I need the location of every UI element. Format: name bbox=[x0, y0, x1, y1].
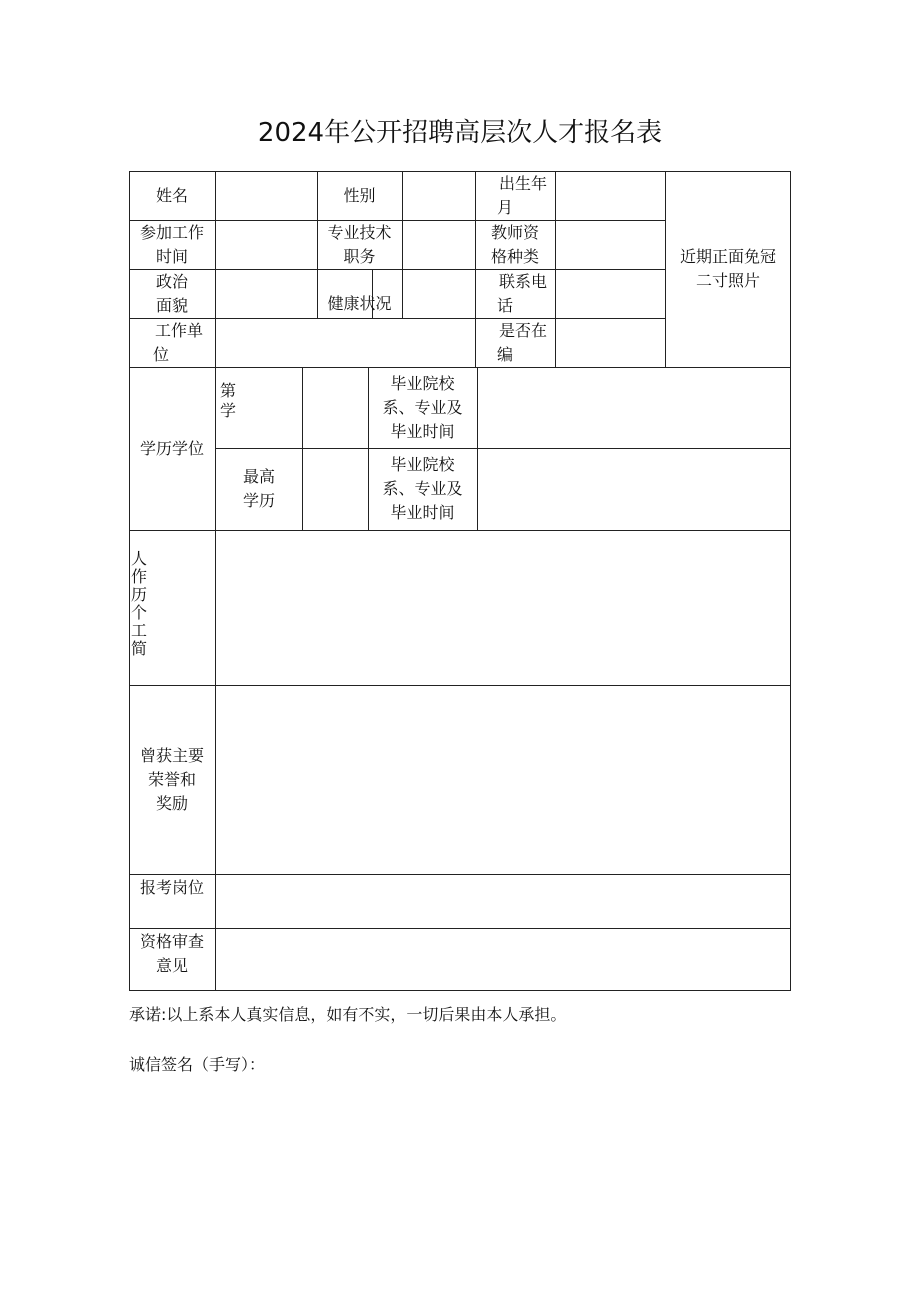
signature-label[interactable]: 诚信签名（手写）： bbox=[129, 1055, 266, 1074]
gender-label: 性别 bbox=[343, 185, 376, 205]
highest-degree-school-label bbox=[368, 448, 477, 530]
work-start-label bbox=[129, 220, 215, 269]
school-label-line3: 毕业时间 bbox=[390, 503, 455, 522]
tech-title-field[interactable] bbox=[403, 220, 475, 269]
highest-degree-label bbox=[216, 448, 302, 530]
resume-label-char: 历 bbox=[131, 585, 148, 604]
employer-field[interactable] bbox=[216, 318, 475, 367]
resume-label-char: 工 bbox=[131, 621, 148, 640]
school-label-line2: 系、专业及 bbox=[382, 397, 463, 417]
honors-field[interactable] bbox=[216, 685, 790, 874]
education-label: 学历学位 bbox=[139, 438, 204, 458]
teacher-cert-label-line2: 格种类 bbox=[490, 246, 539, 266]
first-degree-field[interactable] bbox=[303, 367, 368, 448]
review-label-line1: 资格审查 bbox=[139, 932, 204, 951]
resume-label-char: 作 bbox=[131, 567, 148, 586]
first-degree-school-label bbox=[368, 367, 477, 448]
photo-placeholder[interactable] bbox=[666, 171, 790, 367]
school-label-line1: 毕业院校 bbox=[390, 373, 455, 393]
honors-label-line1: 曾获主要 bbox=[139, 745, 204, 765]
page-title: 2024年公开招聘高层次人才报名表 bbox=[257, 118, 663, 148]
resume-label-char: 个 bbox=[131, 603, 148, 622]
first-degree-school-field[interactable] bbox=[478, 367, 790, 448]
work-start-label-line2: 时间 bbox=[155, 246, 188, 266]
first-degree-label-line1: 第 bbox=[220, 381, 237, 400]
tech-title-label-line2: 职务 bbox=[343, 246, 376, 266]
position-label: 报考岗位 bbox=[139, 878, 204, 897]
political-label bbox=[129, 269, 215, 318]
on-staff-label bbox=[475, 318, 555, 367]
school-label-line2: 系、专业及 bbox=[382, 479, 463, 498]
resume-label bbox=[129, 530, 215, 685]
health-label: 健康状况 bbox=[327, 294, 392, 313]
school-label-line3: 毕业时间 bbox=[390, 421, 455, 441]
birth-field[interactable] bbox=[556, 171, 665, 220]
review-label bbox=[129, 928, 215, 990]
resume-label-char: 人 bbox=[131, 549, 148, 568]
highest-degree-field[interactable] bbox=[303, 448, 368, 530]
phone-label-line1: 联系电 bbox=[498, 271, 547, 291]
phone-label bbox=[475, 269, 555, 318]
highest-degree-label-line2: 学历 bbox=[242, 491, 275, 510]
teacher-cert-label-line1: 教师资 bbox=[490, 222, 539, 242]
review-label-line2: 意见 bbox=[155, 956, 188, 975]
phone-label-line2: 话 bbox=[497, 295, 514, 315]
on-staff-field[interactable] bbox=[556, 318, 665, 367]
work-start-field[interactable] bbox=[216, 220, 317, 269]
honors-label bbox=[129, 685, 215, 874]
resume-label-char: 简 bbox=[131, 639, 148, 658]
phone-field[interactable] bbox=[556, 269, 665, 318]
teacher-cert-label bbox=[475, 220, 555, 269]
employer-label-line2: 位 bbox=[153, 344, 170, 364]
teacher-cert-field[interactable] bbox=[556, 220, 665, 269]
political-label-line1: 政治 bbox=[155, 271, 188, 291]
honors-label-line2: 荣誉和 bbox=[147, 769, 196, 789]
registration-form bbox=[129, 171, 791, 991]
tech-title-label bbox=[317, 220, 402, 269]
form-border-right bbox=[790, 171, 791, 991]
school-label-line1: 毕业院校 bbox=[390, 455, 455, 474]
birth-label-line1: 出生年 bbox=[498, 173, 547, 193]
photo-label-line1: 近期正面免冠 bbox=[679, 247, 776, 266]
highest-degree-label-line1: 最高 bbox=[242, 467, 275, 486]
employer-label-line1: 工作单 bbox=[154, 320, 203, 340]
political-label-line2: 面貌 bbox=[155, 295, 188, 315]
position-field[interactable] bbox=[216, 874, 790, 928]
employer-label bbox=[129, 318, 215, 367]
highest-degree-school-field[interactable] bbox=[478, 448, 790, 530]
birth-label bbox=[475, 171, 555, 220]
honors-label-line3: 奖励 bbox=[155, 793, 188, 813]
first-degree-label-line2: 学 bbox=[220, 401, 237, 420]
on-staff-label-line1: 是否在 bbox=[498, 320, 547, 340]
tech-title-label-line1: 专业技术 bbox=[327, 222, 392, 242]
resume-label-vertical bbox=[131, 550, 149, 658]
name-field[interactable] bbox=[216, 171, 317, 220]
gender-field[interactable] bbox=[403, 171, 475, 220]
pledge-text: 承诺:以上系本人真实信息，如有不实，一切后果由本人承担。 bbox=[129, 1005, 567, 1024]
first-degree-label bbox=[216, 367, 302, 448]
birth-label-line2: 月 bbox=[497, 197, 514, 217]
political-field[interactable] bbox=[216, 269, 317, 318]
work-start-label-line1: 参加工作 bbox=[139, 222, 204, 242]
on-staff-label-line2: 编 bbox=[497, 344, 514, 364]
resume-field[interactable] bbox=[216, 530, 790, 685]
health-field[interactable] bbox=[403, 269, 475, 318]
photo-label-line2: 二寸照片 bbox=[695, 271, 760, 290]
form-border-bottom bbox=[129, 990, 791, 991]
name-label: 姓名 bbox=[155, 185, 188, 205]
review-field[interactable] bbox=[216, 928, 790, 990]
